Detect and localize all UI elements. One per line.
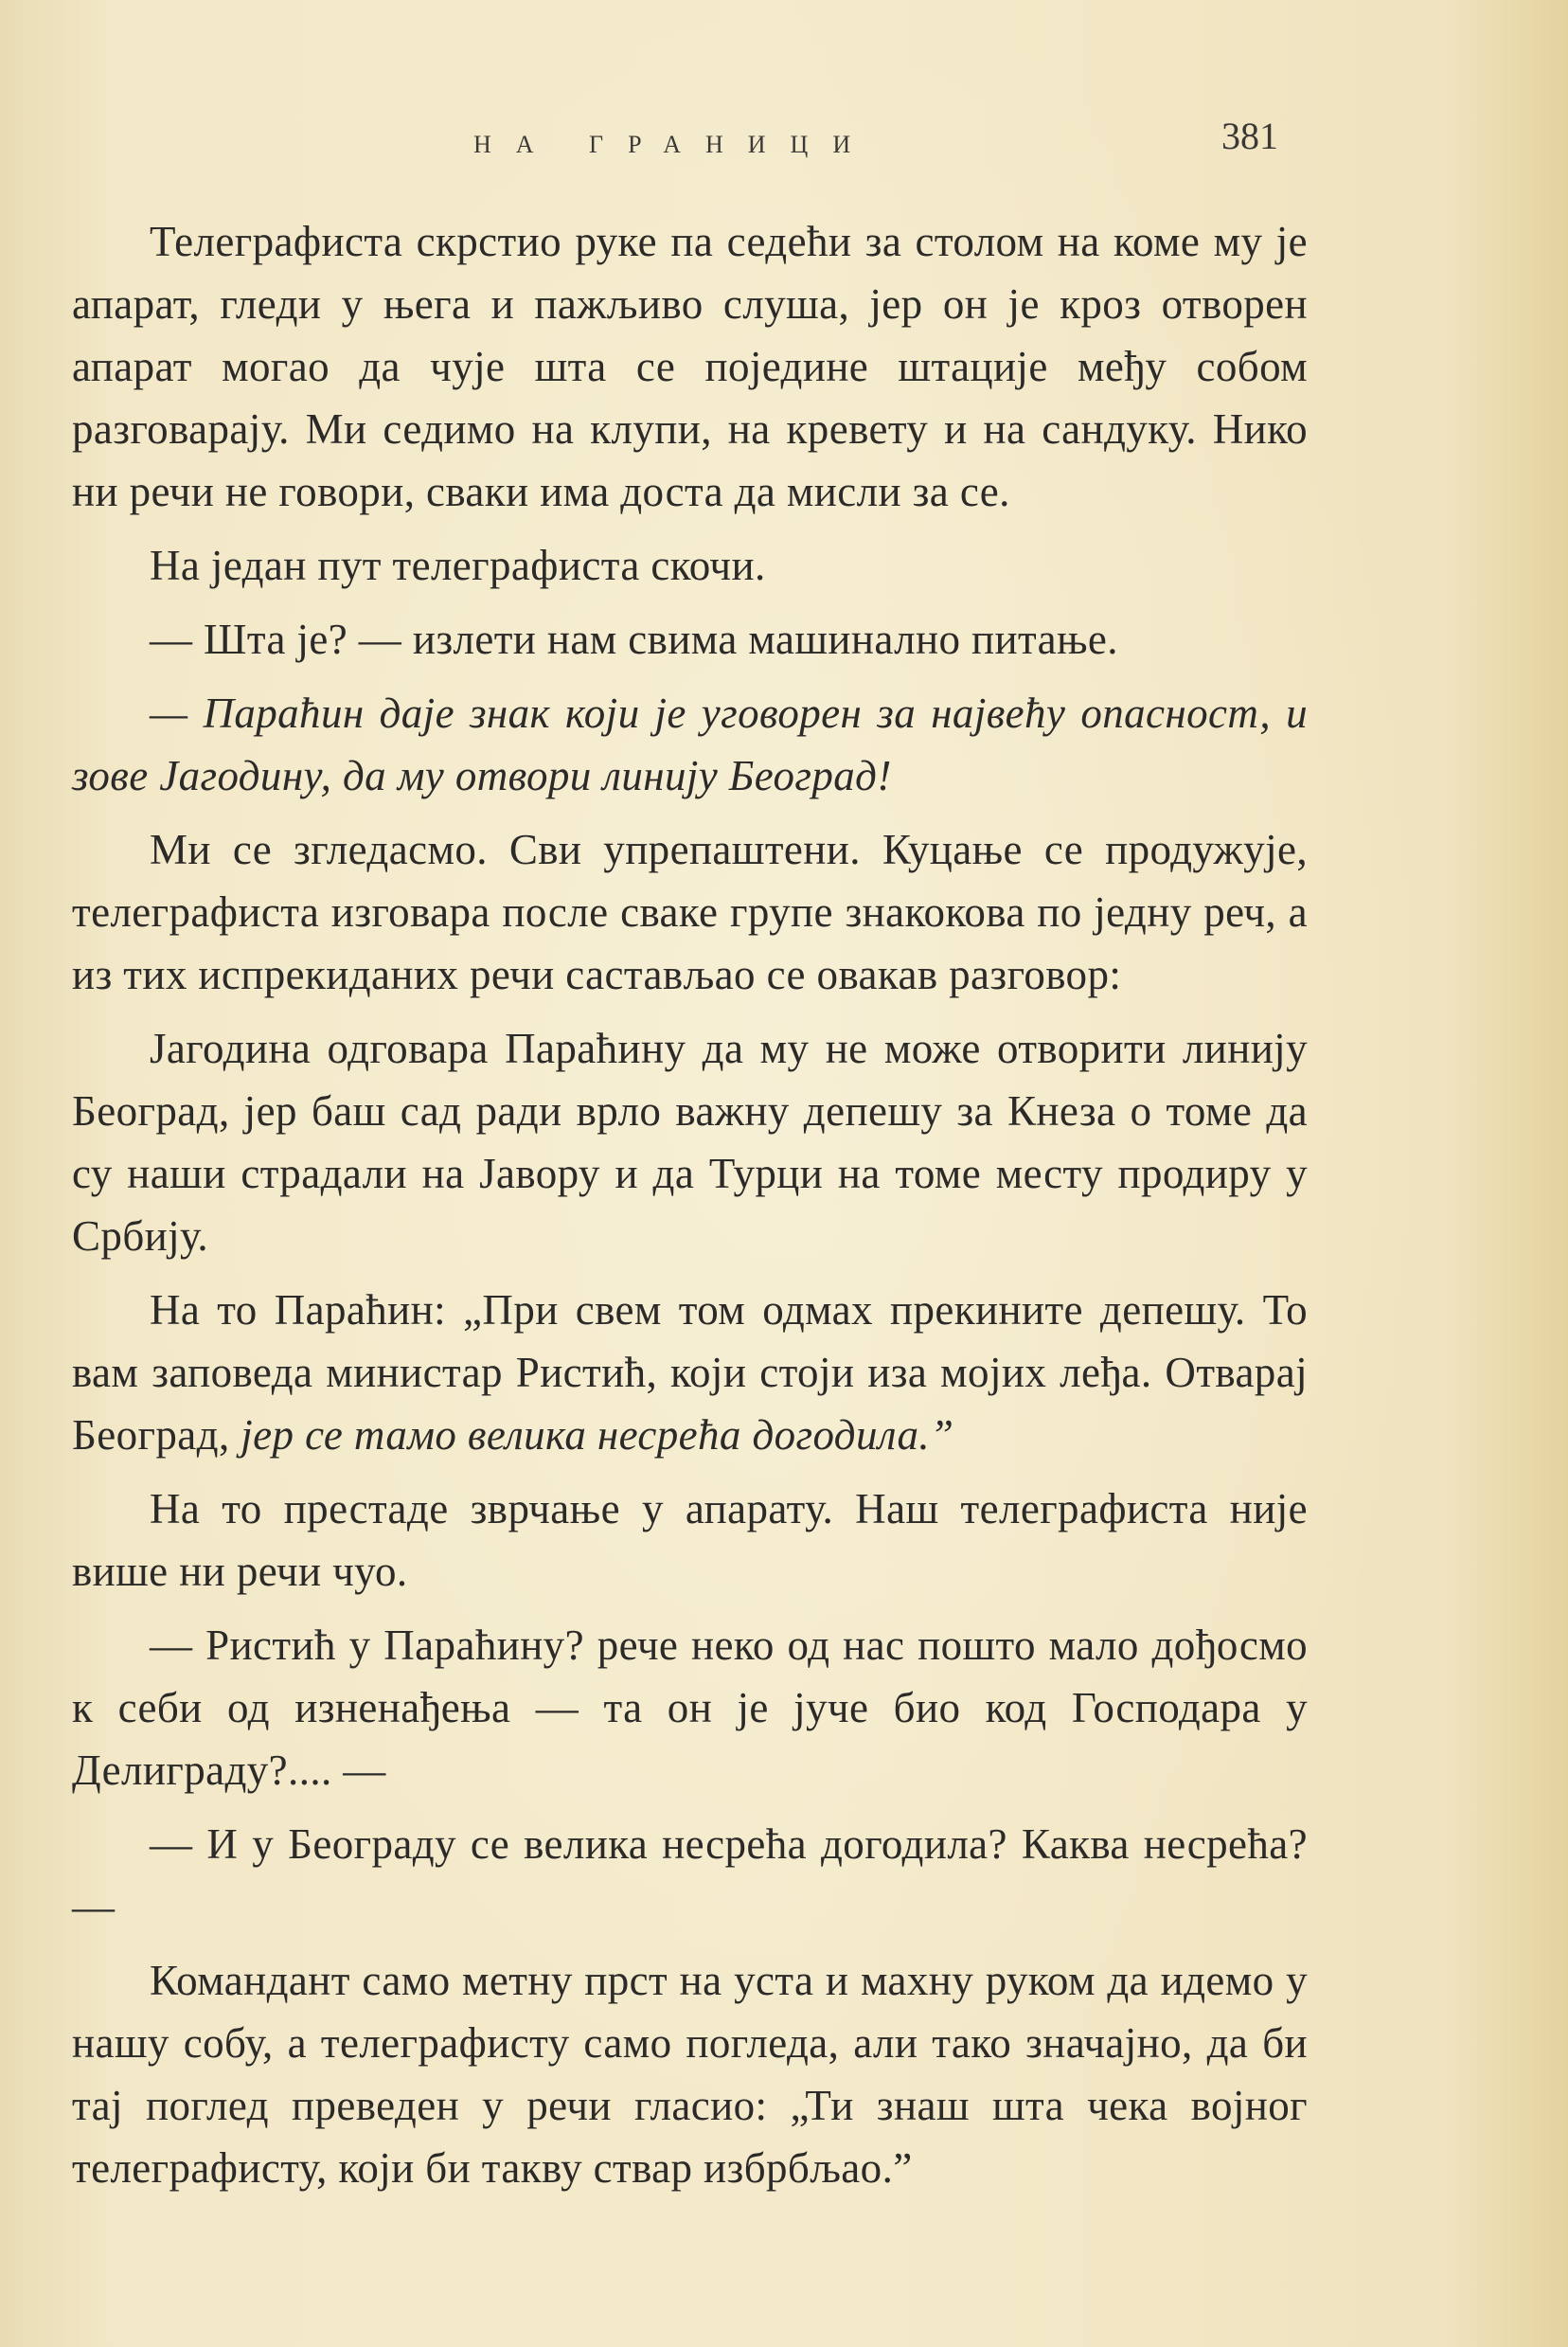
paragraph-10: — И у Београду се велика несрећа догодила? Каква несрећа? — [72,1820,1308,1930]
paragraph-3: — Шта је? — излети нам свима машинално питање. [150,616,1118,663]
paragraph-5: Ми се згледасмо. Сви упрепаштени. Куцање се продужује, телеграфиста изговара после сваке групе знакокова по једну реч, а из тих испрекиданих речи састављао се овакав разговор: [72,826,1308,998]
paragraph-7-italic: јер се тамо велика несрећа догодила.” [241,1411,954,1459]
page-header [0,114,1568,170]
paragraph-4: — Параћин даје знак који је уговорен за највећу опасност, и зове Јагодину, да му отвори линију Београд! [72,690,1308,799]
paragraph-2: На један пут телеграфиста скочи. [150,542,766,589]
paragraph-11: Командант само метну прст на уста и махну руком да идемо у нашу собу, а телеграфисту само погледа, али тако значајно, да би тај поглед преведен у речи гласио: „Ти знаш шта чека војног телеграфисту, који би такву ствар избрбљао.” [72,1957,1308,2192]
paragraph-6: Јагодина одговара Параћину да му не може отворити линију Београд, јер баш сад ради врло важну депешу за Кнеза о томе да су наши страдали на Јавору и да Турци на томе месту продиру у Србију. [72,1025,1308,1260]
paragraph-7 [72,1279,1308,1466]
body-text [72,210,1308,2211]
running-title: НА ГРАНИЦИ [473,131,876,158]
paragraph-8: На то престаде зврчање у апарату. Наш телеграфиста није више ни речи чуо. [72,1485,1308,1595]
paragraph-1: Телеграфиста скрстио руке па седећи за столом на коме му је апарат, гледи у њега и пажљиво слуша, јер он је кроз отворен апарат могао да чује шта се поједине штације међу собом разговарају. Ми седимо на клупи, на кревету и на сандуку. Нико ни речи не говори, сваки има доста да мисли за се. [72,218,1308,515]
paragraph-9: — Ристић у Параћину? рече неко од нас пошто мало дођосмо к себи од изненађења — та он је јуче био код Господара у Делиграду?.... — [72,1621,1308,1794]
page-number: 381 [1221,115,1278,157]
paragraph-7-text: На то Параћин: „При свем том одмах прекините депешу. То вам заповеда министар Ристић, који стоји иза мојих леђа. Отварај Београд, [72,1286,1308,1459]
